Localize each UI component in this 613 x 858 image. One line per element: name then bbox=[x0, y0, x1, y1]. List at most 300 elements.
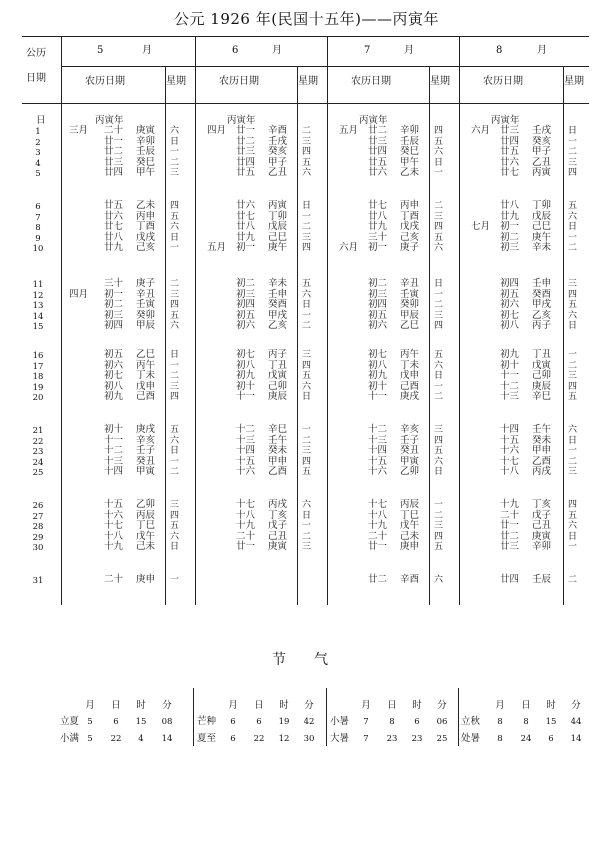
gregorian-day-number: 15 bbox=[32, 322, 44, 332]
ganzhi: 庚戌 bbox=[136, 424, 156, 435]
lunar-day: 初九 bbox=[236, 370, 256, 381]
ganzhi: 己亥 bbox=[400, 231, 420, 243]
month-number: 6 bbox=[232, 45, 239, 56]
weekday: 一 bbox=[568, 136, 578, 147]
ganzhi: 丙辰 bbox=[136, 509, 156, 521]
lunar-day: 二十 bbox=[236, 530, 256, 542]
weekday: 二 bbox=[568, 575, 578, 585]
ganzhi: 己亥 bbox=[136, 242, 156, 253]
lunar-day: 廿八 bbox=[500, 200, 520, 211]
jieqi-value: 6 bbox=[414, 717, 420, 727]
weekday: 六 bbox=[434, 243, 444, 253]
gregorian-day-number: 13 bbox=[32, 301, 44, 311]
ganzhi: 己丑 bbox=[532, 520, 552, 531]
ganzhi: 壬子 bbox=[136, 445, 156, 456]
ganzhi: 丙子 bbox=[532, 320, 552, 331]
lunar-day: 初六 bbox=[236, 320, 256, 331]
nongli-column-header: 农历日期 bbox=[483, 76, 523, 87]
ganzhi: 丙戌 bbox=[268, 499, 288, 510]
jieqi-value: 4 bbox=[138, 734, 144, 744]
lunar-month: 四月 bbox=[69, 288, 89, 300]
weekday: 二 bbox=[302, 435, 312, 446]
lunar-day: 廿四 bbox=[500, 135, 520, 147]
gregorian-day-number: 2 bbox=[35, 137, 41, 148]
lunar-day: 初三 bbox=[236, 288, 256, 300]
lunar-day: 廿六 bbox=[500, 156, 520, 168]
gregorian-day-number: 4 bbox=[35, 158, 41, 169]
weekday: 五 bbox=[434, 350, 444, 360]
weekday: 三 bbox=[568, 371, 578, 381]
lunar-month: 六月 bbox=[471, 125, 491, 136]
ganzhi: 癸酉 bbox=[268, 299, 288, 310]
ganzhi: 壬寅 bbox=[400, 288, 420, 300]
lunar-day: 十一 bbox=[104, 434, 124, 446]
jieqi-value: 8 bbox=[497, 734, 503, 744]
lunar-day: 初四 bbox=[500, 278, 520, 289]
month-number: 8 bbox=[496, 45, 503, 56]
jieqi-name: 芒种 bbox=[197, 716, 217, 727]
month-number: 7 bbox=[364, 45, 371, 56]
lunar-day: 十四 bbox=[500, 424, 520, 435]
lunar-day: 廿二 bbox=[368, 125, 388, 136]
lunar-day: 十一 bbox=[500, 370, 520, 381]
ganzhi: 戊申 bbox=[136, 380, 156, 392]
lunar-day: 初五 bbox=[236, 309, 256, 321]
jieqi-name: 夏至 bbox=[197, 733, 217, 744]
weekday: 六 bbox=[434, 575, 444, 585]
lunar-day: 初九 bbox=[368, 370, 388, 381]
weekday: 六 bbox=[302, 381, 312, 392]
jieqi-value: 19 bbox=[278, 717, 290, 727]
ganzhi: 甲辰 bbox=[400, 309, 420, 321]
weekday: 三 bbox=[434, 310, 444, 321]
ganzhi: 戊辰 bbox=[268, 221, 288, 232]
weekday: 四 bbox=[434, 321, 444, 331]
weekday: 日 bbox=[568, 435, 578, 446]
weekday: 六 bbox=[568, 211, 578, 222]
weekday: 六 bbox=[302, 168, 312, 178]
ganzhi: 己未 bbox=[136, 541, 156, 552]
weekday: 日 bbox=[170, 232, 180, 243]
ganzhi: 乙巳 bbox=[136, 349, 156, 360]
weekday: 三 bbox=[568, 467, 578, 477]
weekday: 五 bbox=[170, 425, 180, 435]
jieqi-value: 24 bbox=[520, 734, 532, 744]
month-suffix: 月 bbox=[272, 45, 282, 56]
lunar-day: 廿六 bbox=[104, 210, 124, 222]
jieqi-value: 7 bbox=[363, 734, 369, 744]
header-month-divider bbox=[61, 66, 589, 67]
ganzhi: 癸卯 bbox=[136, 309, 156, 321]
weekday: 三 bbox=[568, 279, 578, 289]
gregorian-day-number: 18 bbox=[32, 372, 44, 382]
weekday: 二 bbox=[302, 126, 312, 136]
weekday: 二 bbox=[170, 371, 180, 381]
ganzhi: 戊戌 bbox=[400, 221, 420, 232]
jieqi-name: 立夏 bbox=[60, 716, 80, 727]
ganzhi: 庚寅 bbox=[268, 541, 288, 552]
lunar-year-label: 丙寅年 bbox=[227, 115, 256, 126]
ganzhi: 庚子 bbox=[400, 242, 420, 253]
ganzhi: 丁巳 bbox=[400, 509, 420, 521]
ganzhi: 丁巳 bbox=[136, 520, 156, 531]
lunar-year-label: 丙寅年 bbox=[491, 115, 520, 126]
lunar-day: 初八 bbox=[104, 380, 124, 392]
lunar-day: 三十 bbox=[368, 231, 388, 243]
nongli-column-header: 农历日期 bbox=[85, 76, 125, 87]
lunar-day: 十三 bbox=[236, 434, 256, 446]
jieqi-value: 12 bbox=[278, 734, 290, 744]
weekday: 五 bbox=[568, 510, 578, 521]
ganzhi: 丁亥 bbox=[268, 509, 288, 521]
lunar-day: 初四 bbox=[368, 299, 388, 310]
jieqi-name: 大暑 bbox=[330, 733, 350, 744]
weekday: 五 bbox=[568, 392, 578, 402]
gongli-header: 公历 bbox=[26, 48, 46, 59]
weekday: 四 bbox=[302, 360, 312, 371]
ganzhi: 丁酉 bbox=[400, 210, 420, 222]
ganzhi: 乙未 bbox=[136, 200, 156, 211]
ganzhi: 戊寅 bbox=[532, 359, 552, 371]
weekday: 四 bbox=[302, 456, 312, 467]
weekday: 四 bbox=[170, 201, 180, 211]
weekday: 三 bbox=[302, 542, 312, 552]
ganzhi: 甲午 bbox=[136, 167, 156, 178]
lunar-day: 十三 bbox=[500, 391, 520, 402]
ganzhi: 己巳 bbox=[268, 231, 288, 243]
lunar-day: 初一 bbox=[500, 221, 520, 232]
weekday: 二 bbox=[434, 201, 444, 211]
month-suffix: 月 bbox=[142, 45, 152, 56]
ganzhi: 丙申 bbox=[136, 210, 156, 222]
lunar-day: 初八 bbox=[236, 359, 256, 371]
ganzhi: 甲戌 bbox=[268, 309, 288, 321]
jieqi-col-header: 月 bbox=[361, 700, 371, 711]
lunar-day: 初一 bbox=[368, 242, 388, 253]
lunar-day: 十二 bbox=[368, 424, 388, 435]
ganzhi: 戊辰 bbox=[532, 210, 552, 222]
ganzhi: 庚辰 bbox=[268, 391, 288, 402]
lunar-day: 十三 bbox=[104, 455, 124, 467]
lunar-day: 廿八 bbox=[368, 210, 388, 222]
weekday: 四 bbox=[434, 531, 444, 542]
nongli-column-header: 农历日期 bbox=[351, 76, 391, 87]
ganzhi: 丁酉 bbox=[136, 221, 156, 232]
weekday: 五 bbox=[434, 232, 444, 243]
ganzhi: 壬子 bbox=[400, 434, 420, 446]
ganzhi: 己未 bbox=[400, 530, 420, 542]
jieqi-value: 6 bbox=[230, 717, 236, 727]
ganzhi: 庚午 bbox=[268, 242, 288, 253]
jieqi-value: 8 bbox=[389, 717, 395, 727]
week-column-line bbox=[165, 66, 166, 605]
lunar-day: 十一 bbox=[368, 391, 388, 402]
ganzhi: 庚戌 bbox=[400, 391, 420, 402]
week-column-header: 星期 bbox=[564, 76, 584, 87]
lunar-day: 十七 bbox=[236, 499, 256, 510]
weekday: 四 bbox=[568, 168, 578, 178]
ganzhi: 乙酉 bbox=[532, 455, 552, 467]
weekday: 二 bbox=[302, 222, 312, 232]
ganzhi: 乙卯 bbox=[136, 499, 156, 510]
ganzhi: 丁丑 bbox=[532, 349, 552, 360]
lunar-day: 初六 bbox=[104, 359, 124, 371]
ganzhi: 癸巳 bbox=[136, 156, 156, 168]
ganzhi: 辛酉 bbox=[268, 125, 288, 136]
weekday: 五 bbox=[434, 446, 444, 456]
lunar-day: 廿二 bbox=[368, 574, 388, 585]
ganzhi: 辛丑 bbox=[136, 288, 156, 300]
weekday: 一 bbox=[302, 211, 312, 222]
weekday: 日 bbox=[434, 279, 444, 289]
ganzhi: 丙子 bbox=[268, 349, 288, 360]
week-column-line bbox=[297, 66, 298, 605]
weekday: 日 bbox=[302, 510, 312, 521]
ganzhi: 庚辰 bbox=[532, 380, 552, 392]
gregorian-day-number: 21 bbox=[32, 426, 44, 436]
lunar-day: 廿一 bbox=[236, 541, 256, 552]
weekday: 三 bbox=[170, 500, 180, 510]
jieqi-separator-line bbox=[326, 688, 327, 746]
ganzhi: 壬辰 bbox=[532, 574, 552, 585]
ganzhi: 壬申 bbox=[268, 288, 288, 300]
jieqi-value: 15 bbox=[135, 717, 147, 727]
weekday: 日 bbox=[302, 201, 312, 211]
ganzhi: 癸丑 bbox=[136, 455, 156, 467]
riqi-header: 日期 bbox=[26, 73, 46, 84]
weekday: 五 bbox=[170, 211, 180, 222]
ganzhi: 壬辰 bbox=[400, 135, 420, 147]
ganzhi: 戊寅 bbox=[268, 370, 288, 381]
lunar-day: 十六 bbox=[500, 445, 520, 456]
ganzhi: 戊申 bbox=[400, 370, 420, 381]
ganzhi: 辛未 bbox=[268, 278, 288, 289]
weekday: 四 bbox=[568, 500, 578, 510]
lunar-month: 三月 bbox=[69, 125, 89, 136]
jieqi-col-header: 月 bbox=[228, 700, 238, 711]
jieqi-value: 6 bbox=[113, 717, 119, 727]
lunar-day: 廿一 bbox=[500, 520, 520, 531]
jieqi-col-header: 分 bbox=[571, 700, 581, 711]
lunar-day: 廿四 bbox=[500, 574, 520, 585]
ganzhi: 辛亥 bbox=[400, 424, 420, 435]
lunar-day: 十七 bbox=[500, 455, 520, 467]
lunar-day: 初四 bbox=[236, 299, 256, 310]
lunar-day: 廿七 bbox=[104, 221, 124, 232]
lunar-day: 廿八 bbox=[104, 231, 124, 243]
weekday: 三 bbox=[302, 446, 312, 456]
table-top-border bbox=[22, 36, 589, 37]
ganzhi: 壬戌 bbox=[532, 125, 552, 136]
lunar-day: 廿二 bbox=[236, 135, 256, 147]
weekday: 三 bbox=[434, 425, 444, 435]
lunar-day: 廿五 bbox=[500, 146, 520, 157]
lunar-day: 十五 bbox=[368, 455, 388, 467]
ganzhi: 癸亥 bbox=[268, 146, 288, 157]
weekday: 六 bbox=[434, 456, 444, 467]
weekday: 二 bbox=[170, 467, 180, 477]
lunar-day: 二十 bbox=[104, 125, 124, 136]
ganzhi: 乙酉 bbox=[268, 466, 288, 477]
weekday: 二 bbox=[568, 147, 578, 157]
jieqi-value: 7 bbox=[363, 717, 369, 727]
ganzhi: 己酉 bbox=[400, 380, 420, 392]
lunar-day: 廿九 bbox=[104, 242, 124, 253]
gregorian-day-number: 25 bbox=[32, 468, 44, 478]
ganzhi: 甲申 bbox=[268, 455, 288, 467]
lunar-day: 十六 bbox=[104, 509, 124, 521]
ganzhi: 甲戌 bbox=[532, 299, 552, 310]
ganzhi: 壬午 bbox=[532, 424, 552, 435]
gregorian-day-number: 31 bbox=[32, 576, 44, 586]
ganzhi: 壬戌 bbox=[268, 135, 288, 147]
gregorian-day-number: 11 bbox=[32, 280, 44, 290]
jieqi-title: 节 气 bbox=[272, 652, 328, 668]
month-suffix: 月 bbox=[537, 45, 547, 56]
lunar-month: 七月 bbox=[471, 221, 491, 232]
ganzhi: 辛巳 bbox=[532, 391, 552, 402]
ganzhi: 戊子 bbox=[532, 509, 552, 521]
weekday: 日 bbox=[170, 350, 180, 360]
jieqi-col-header: 时 bbox=[412, 700, 422, 711]
jieqi-col-header: 分 bbox=[162, 700, 172, 711]
lunar-day: 十四 bbox=[368, 445, 388, 456]
weekday: 五 bbox=[568, 300, 578, 310]
ganzhi: 庚午 bbox=[532, 231, 552, 243]
weekday: 六 bbox=[170, 222, 180, 232]
weekday: 日 bbox=[568, 126, 578, 136]
month-separator-line bbox=[459, 36, 460, 605]
ganzhi: 乙未 bbox=[400, 167, 420, 178]
jieqi-value: 42 bbox=[303, 717, 315, 727]
jieqi-value: 14 bbox=[570, 734, 582, 744]
lunar-day: 十四 bbox=[236, 445, 256, 456]
ganzhi: 丙寅 bbox=[268, 200, 288, 211]
lunar-day: 十六 bbox=[368, 466, 388, 477]
weekday: 四 bbox=[568, 381, 578, 392]
header-bottom-border bbox=[22, 103, 589, 104]
lunar-day: 初十 bbox=[236, 380, 256, 392]
gregorian-day-number: 3 bbox=[35, 148, 41, 158]
lunar-day: 二十 bbox=[500, 509, 520, 521]
lunar-month: 六月 bbox=[339, 242, 359, 253]
ganzhi: 丙辰 bbox=[400, 499, 420, 510]
ganzhi: 己卯 bbox=[532, 370, 552, 381]
jieqi-value: 23 bbox=[386, 734, 398, 744]
lunar-day: 廿一 bbox=[368, 541, 388, 552]
lunar-day: 廿九 bbox=[236, 231, 256, 243]
ganzhi: 庚申 bbox=[400, 541, 420, 552]
ganzhi: 丙戌 bbox=[532, 466, 552, 477]
weekday: 二 bbox=[434, 510, 444, 521]
weekday: 二 bbox=[170, 157, 180, 168]
ganzhi: 己卯 bbox=[268, 380, 288, 392]
lunar-day: 初六 bbox=[500, 299, 520, 310]
jieqi-name: 处暑 bbox=[461, 733, 481, 744]
ganzhi: 乙丑 bbox=[532, 156, 552, 168]
month-separator-line bbox=[61, 36, 62, 605]
weekday: 五 bbox=[568, 201, 578, 211]
lunar-day: 初四 bbox=[104, 320, 124, 331]
gregorian-day-number: 28 bbox=[32, 522, 44, 532]
weekday: 四 bbox=[434, 222, 444, 232]
weekday: 四 bbox=[302, 243, 312, 253]
day-label: 日 bbox=[36, 115, 46, 126]
gregorian-day-number: 16 bbox=[32, 351, 44, 361]
lunar-day: 初二 bbox=[500, 231, 520, 243]
weekday: 一 bbox=[568, 542, 578, 552]
ganzhi: 戊戌 bbox=[136, 231, 156, 243]
weekday: 日 bbox=[568, 321, 578, 331]
ganzhi: 庚寅 bbox=[136, 125, 156, 136]
ganzhi: 辛未 bbox=[532, 242, 552, 253]
ganzhi: 壬午 bbox=[268, 434, 288, 446]
jieqi-value: 15 bbox=[545, 717, 557, 727]
ganzhi: 甲辰 bbox=[136, 320, 156, 331]
weekday: 一 bbox=[568, 232, 578, 243]
ganzhi: 辛酉 bbox=[400, 574, 420, 585]
ganzhi: 辛卯 bbox=[136, 135, 156, 147]
weekday: 一 bbox=[434, 289, 444, 300]
jieqi-col-header: 日 bbox=[521, 700, 531, 711]
lunar-day: 初五 bbox=[368, 309, 388, 321]
ganzhi: 甲申 bbox=[532, 445, 552, 456]
week-column-header: 星期 bbox=[430, 76, 450, 87]
weekday: 六 bbox=[170, 435, 180, 446]
jieqi-value: 6 bbox=[256, 717, 262, 727]
lunar-day: 十八 bbox=[236, 509, 256, 521]
ganzhi: 丁卯 bbox=[532, 200, 552, 211]
weekday: 一 bbox=[434, 168, 444, 178]
jieqi-name: 小暑 bbox=[330, 716, 350, 727]
weekday: 四 bbox=[170, 510, 180, 521]
weekday: 日 bbox=[170, 136, 180, 147]
weekday: 日 bbox=[170, 542, 180, 552]
ganzhi: 庚申 bbox=[136, 574, 156, 585]
gregorian-day-number: 30 bbox=[32, 543, 44, 553]
jieqi-col-header: 分 bbox=[437, 700, 447, 711]
gregorian-day-number: 19 bbox=[32, 382, 44, 393]
gregorian-day-number: 22 bbox=[32, 436, 44, 447]
ganzhi: 己丑 bbox=[268, 530, 288, 542]
jieqi-value: 22 bbox=[253, 734, 265, 744]
lunar-day: 初三 bbox=[368, 288, 388, 300]
weekday: 五 bbox=[302, 279, 312, 289]
gregorian-day-number: 8 bbox=[35, 223, 41, 233]
weekday: 六 bbox=[434, 147, 444, 157]
jieqi-col-header: 时 bbox=[546, 700, 556, 711]
jieqi-value: 6 bbox=[230, 734, 236, 744]
weekday: 四 bbox=[434, 126, 444, 136]
lunar-day: 十一 bbox=[236, 391, 256, 402]
gregorian-day-number: 10 bbox=[32, 244, 44, 254]
ganzhi: 壬辰 bbox=[136, 146, 156, 157]
lunar-day: 廿九 bbox=[368, 221, 388, 232]
gregorian-day-number: 7 bbox=[35, 212, 41, 223]
weekday: 二 bbox=[568, 360, 578, 371]
week-column-line bbox=[563, 66, 564, 605]
week-column-header: 星期 bbox=[166, 76, 186, 87]
weekday: 一 bbox=[170, 360, 180, 371]
weekday: 三 bbox=[170, 289, 180, 300]
lunar-day: 十五 bbox=[500, 434, 520, 446]
ganzhi: 辛卯 bbox=[532, 541, 552, 552]
weekday: 六 bbox=[434, 360, 444, 371]
ganzhi: 辛亥 bbox=[136, 434, 156, 446]
ganzhi: 丙申 bbox=[400, 200, 420, 211]
lunar-day: 廿三 bbox=[236, 146, 256, 157]
lunar-day: 廿五 bbox=[104, 200, 124, 211]
